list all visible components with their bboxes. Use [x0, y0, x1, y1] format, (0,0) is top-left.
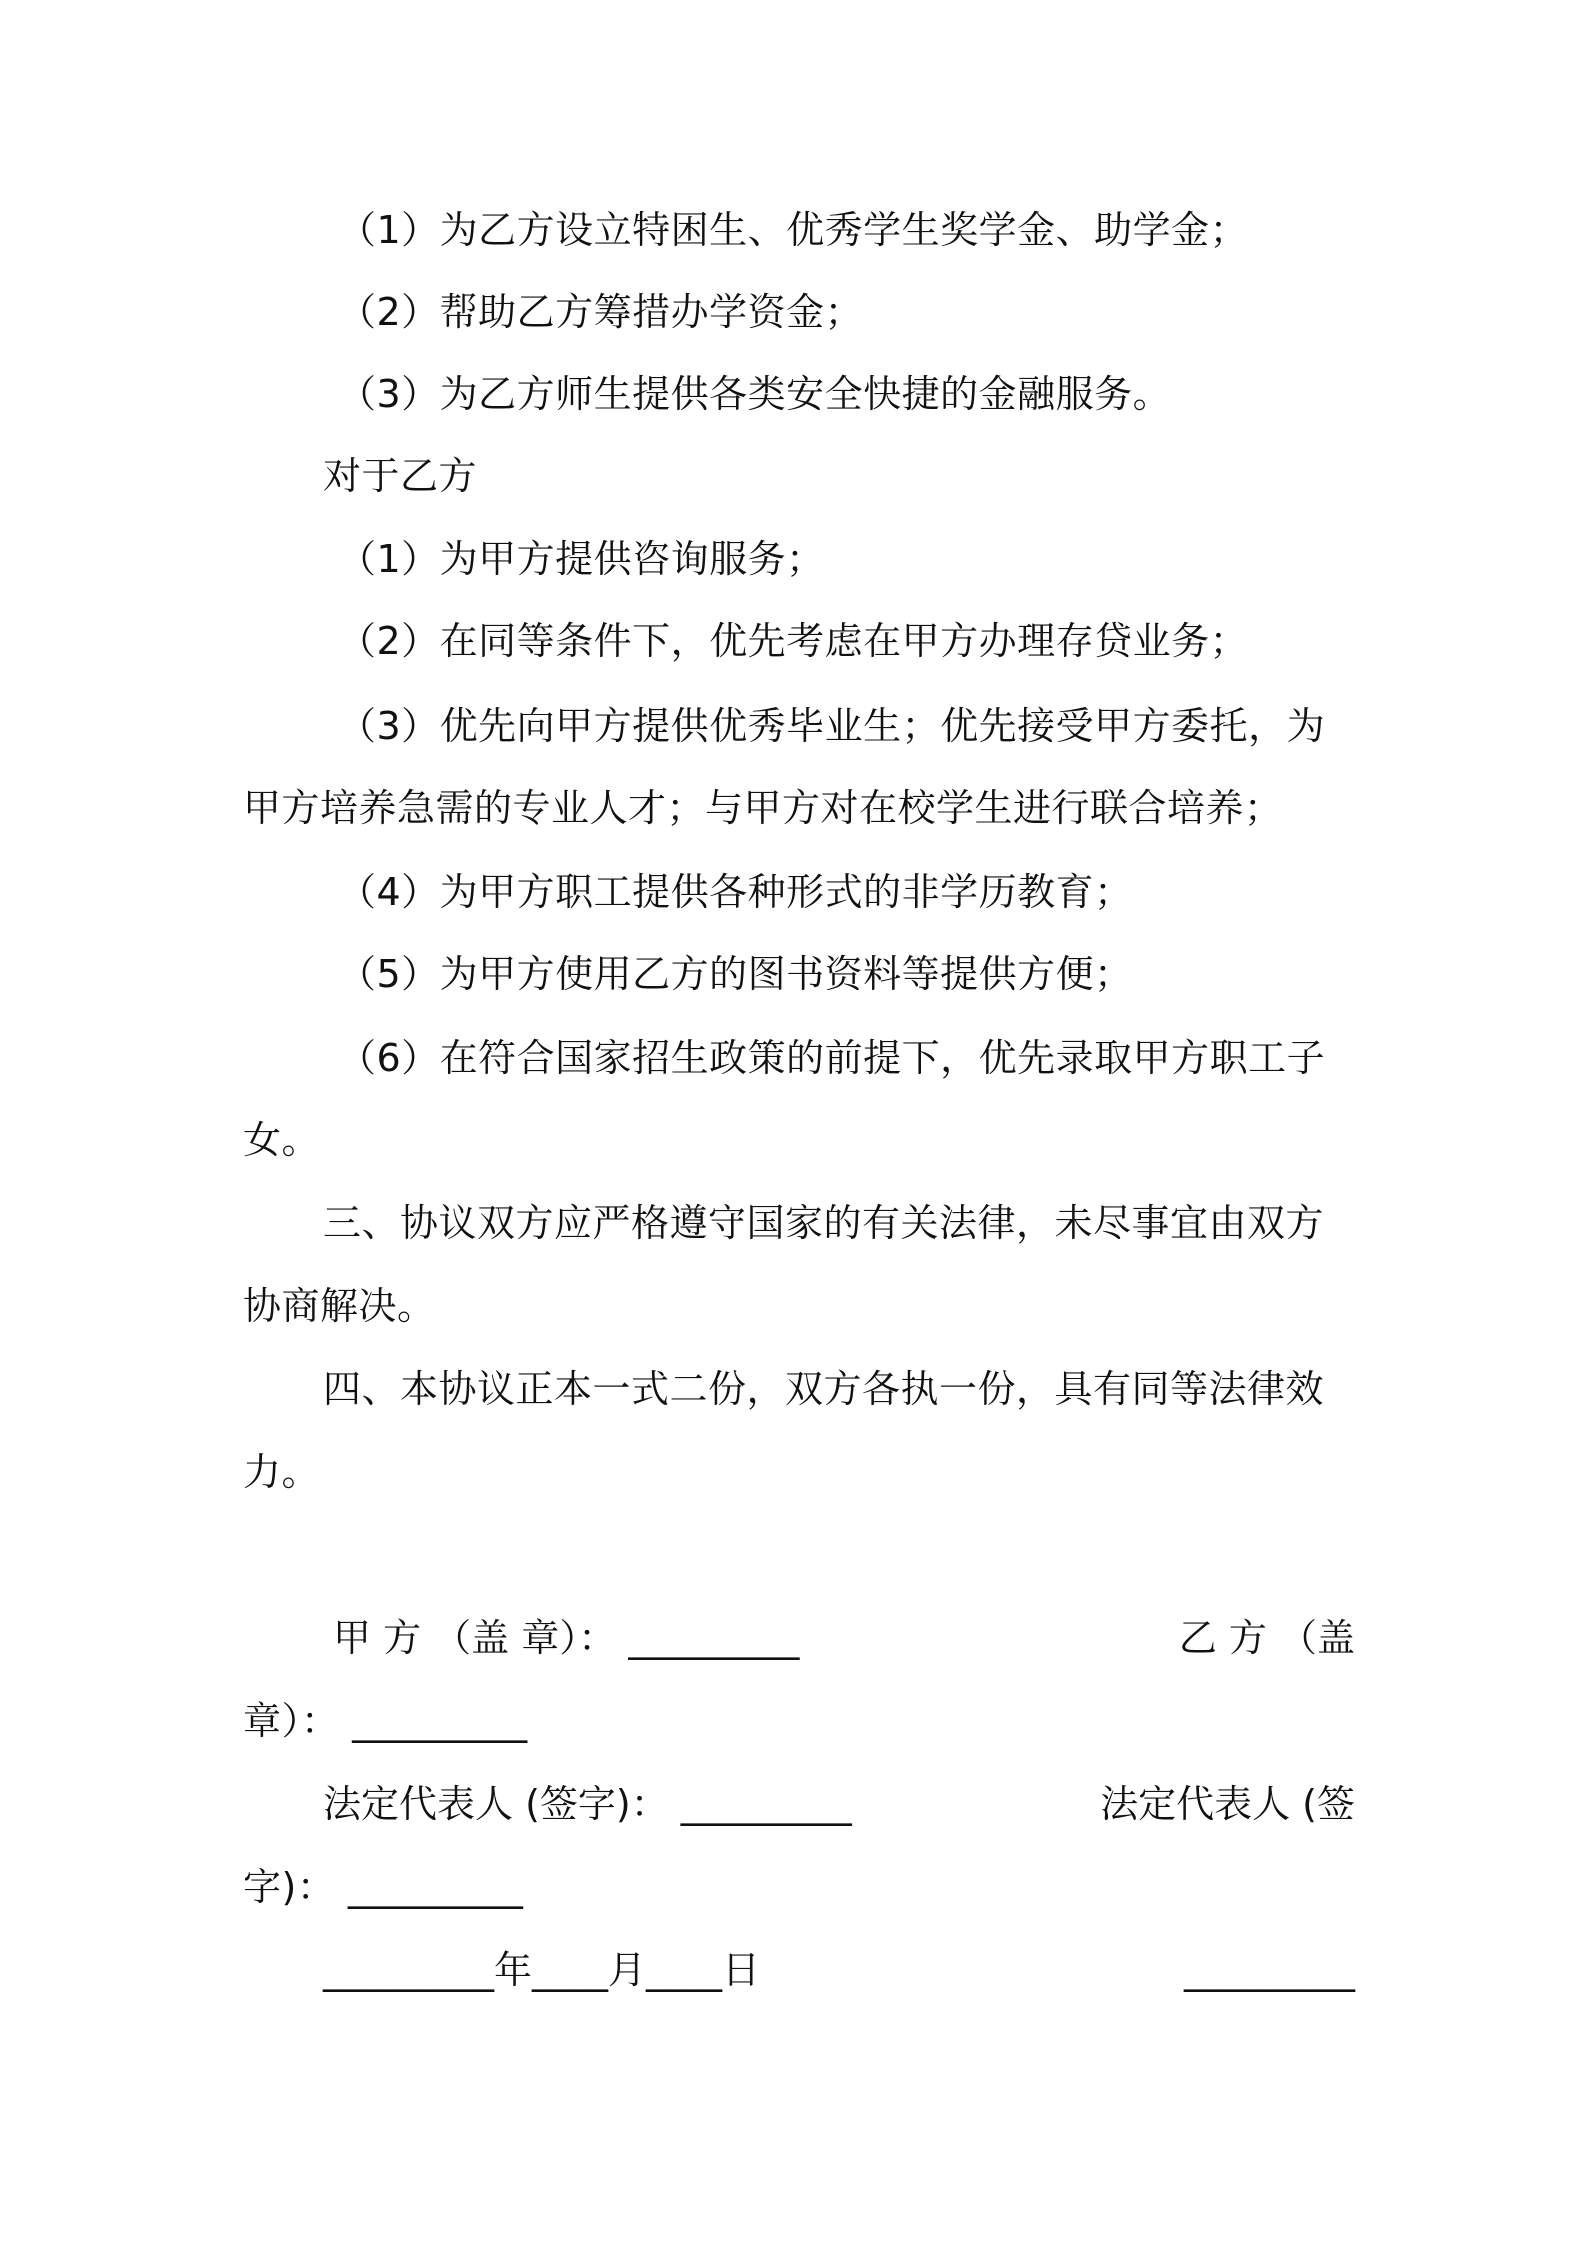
- clause-4-line-1: 四、本协议正本一式二份，双方各执一份，具有同等法律效: [323, 1367, 1325, 1411]
- party-a-benefit-1: （1）为乙方设立特困生、优秀学生奖学金、助学金；: [338, 208, 1249, 252]
- party-b-item-6-line-2: 女。: [243, 1118, 321, 1162]
- party-b-date: _________: [1184, 1948, 1355, 1992]
- party-b-seal-line-2: 章）： _________: [243, 1699, 528, 1743]
- party-b-item-2: （2）在同等条件下，优先考虑在甲方办理存贷业务；: [338, 619, 1249, 663]
- party-b-item-3-line-2: 甲方培养急需的专业人才；与甲方对在校学生进行联合培养；: [243, 786, 1283, 830]
- party-b-item-5: （5）为甲方使用乙方的图书资料等提供方便；: [338, 952, 1133, 996]
- party-b-item-1: （1）为甲方提供咨询服务；: [338, 537, 825, 581]
- party-a-date: _________年____月____日: [323, 1948, 761, 1992]
- party-b-item-4: （4）为甲方职工提供各种形式的非学历教育；: [338, 870, 1133, 914]
- date-row: [243, 1944, 1355, 1996]
- representative-row: [243, 1778, 1355, 1830]
- party-b-representative-line-1: 法定代表人 (签: [1100, 1782, 1355, 1826]
- clause-4-line-2: 力。: [243, 1450, 321, 1494]
- party-a-benefit-2: （2）帮助乙方筹措办学资金；: [338, 290, 864, 334]
- party-b-seal-line-1: 乙 方 （盖: [1178, 1616, 1355, 1660]
- party-b-heading: 对于乙方: [323, 454, 478, 498]
- party-b-item-3-line-1: （3）优先向甲方提供优秀毕业生；优先接受甲方委托，为: [338, 704, 1326, 748]
- party-b-representative-line-2: 字)： _________: [243, 1865, 524, 1909]
- party-a-benefit-3: （3）为乙方师生提供各类安全快捷的金融服务。: [338, 372, 1172, 416]
- clause-3-line-1: 三、协议双方应严格遵守国家的有关法律，未尽事宜由双方: [323, 1201, 1325, 1245]
- seal-row: [243, 1612, 1355, 1664]
- party-b-item-6-line-1: （6）在符合国家招生政策的前提下，优先录取甲方职工子: [338, 1036, 1326, 1080]
- clause-3-line-2: 协商解决。: [243, 1284, 436, 1328]
- party-a-seal: 甲 方 （盖 章）： _________: [333, 1616, 800, 1660]
- party-a-representative: 法定代表人 (签字)： _________: [323, 1782, 852, 1826]
